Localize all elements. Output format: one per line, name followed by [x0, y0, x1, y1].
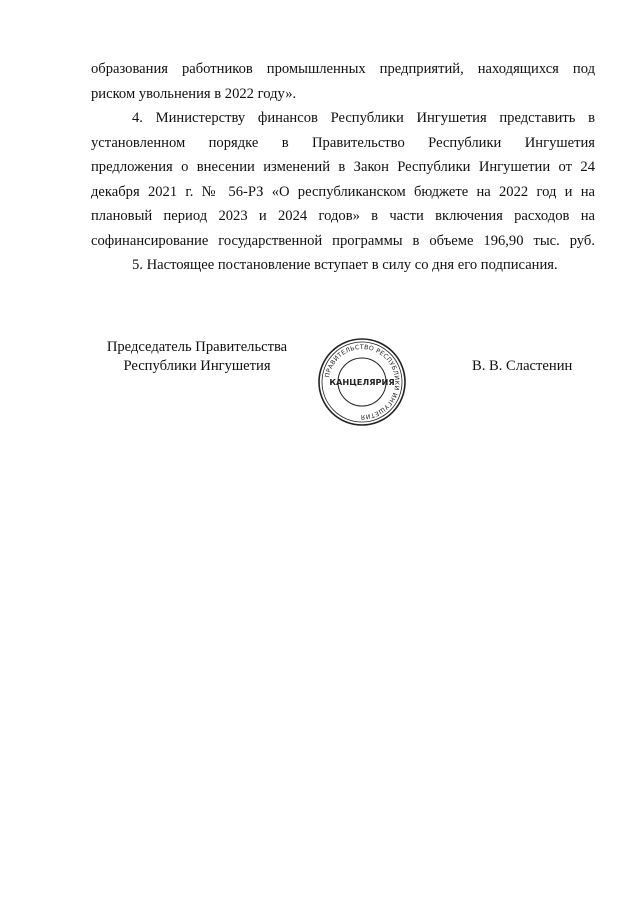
- paragraph-line: плановый период 2023 и 2024 годов» в части включения расходов на: [91, 208, 595, 224]
- paragraph-line: образования работников промышленных предприятий, находящихся под: [91, 61, 595, 77]
- paragraph-line: софинансирование государственной программы в объеме 196,90 тыс. руб.: [91, 232, 595, 249]
- paragraph-line: риском увольнения в 2022 году».: [91, 85, 297, 102]
- paragraph-line: 4. Министерству финансов Республики Ингушетия представить в: [132, 110, 595, 126]
- seal-icon: [316, 336, 408, 428]
- official-seal-stamp: [316, 336, 408, 428]
- document-body: [91, 57, 595, 278]
- svg-text:ПРАВИТЕЛЬСТВО РЕСПУБЛИКИ ИНГУШ: ПРАВИТЕЛЬСТВО РЕСПУБЛИКИ ИНГУШЕТИЯ: [324, 343, 401, 421]
- signer-position: [88, 338, 306, 376]
- paragraph-line: установленном порядке в Правительство Республики Ингушетия: [91, 134, 595, 151]
- signer-position-line: Председатель Правительства: [106, 339, 288, 355]
- signer-name: В. В. Сластенин: [472, 358, 573, 374]
- signer-position-line: Республики Ингушетия: [123, 358, 271, 374]
- paragraph-line: предложения о внесении изменений в Закон Республики Ингушетии от 24: [91, 159, 595, 175]
- paragraph-line: декабря 2021 г. № 56-РЗ «О республиканском бюджете на 2022 год и на: [91, 183, 595, 200]
- paragraph-line: 5. Настоящее постановление вступает в силу со дня его подписания.: [132, 257, 558, 273]
- svg-text:КАНЦЕЛЯРИЯ: КАНЦЕЛЯРИЯ: [329, 377, 395, 387]
